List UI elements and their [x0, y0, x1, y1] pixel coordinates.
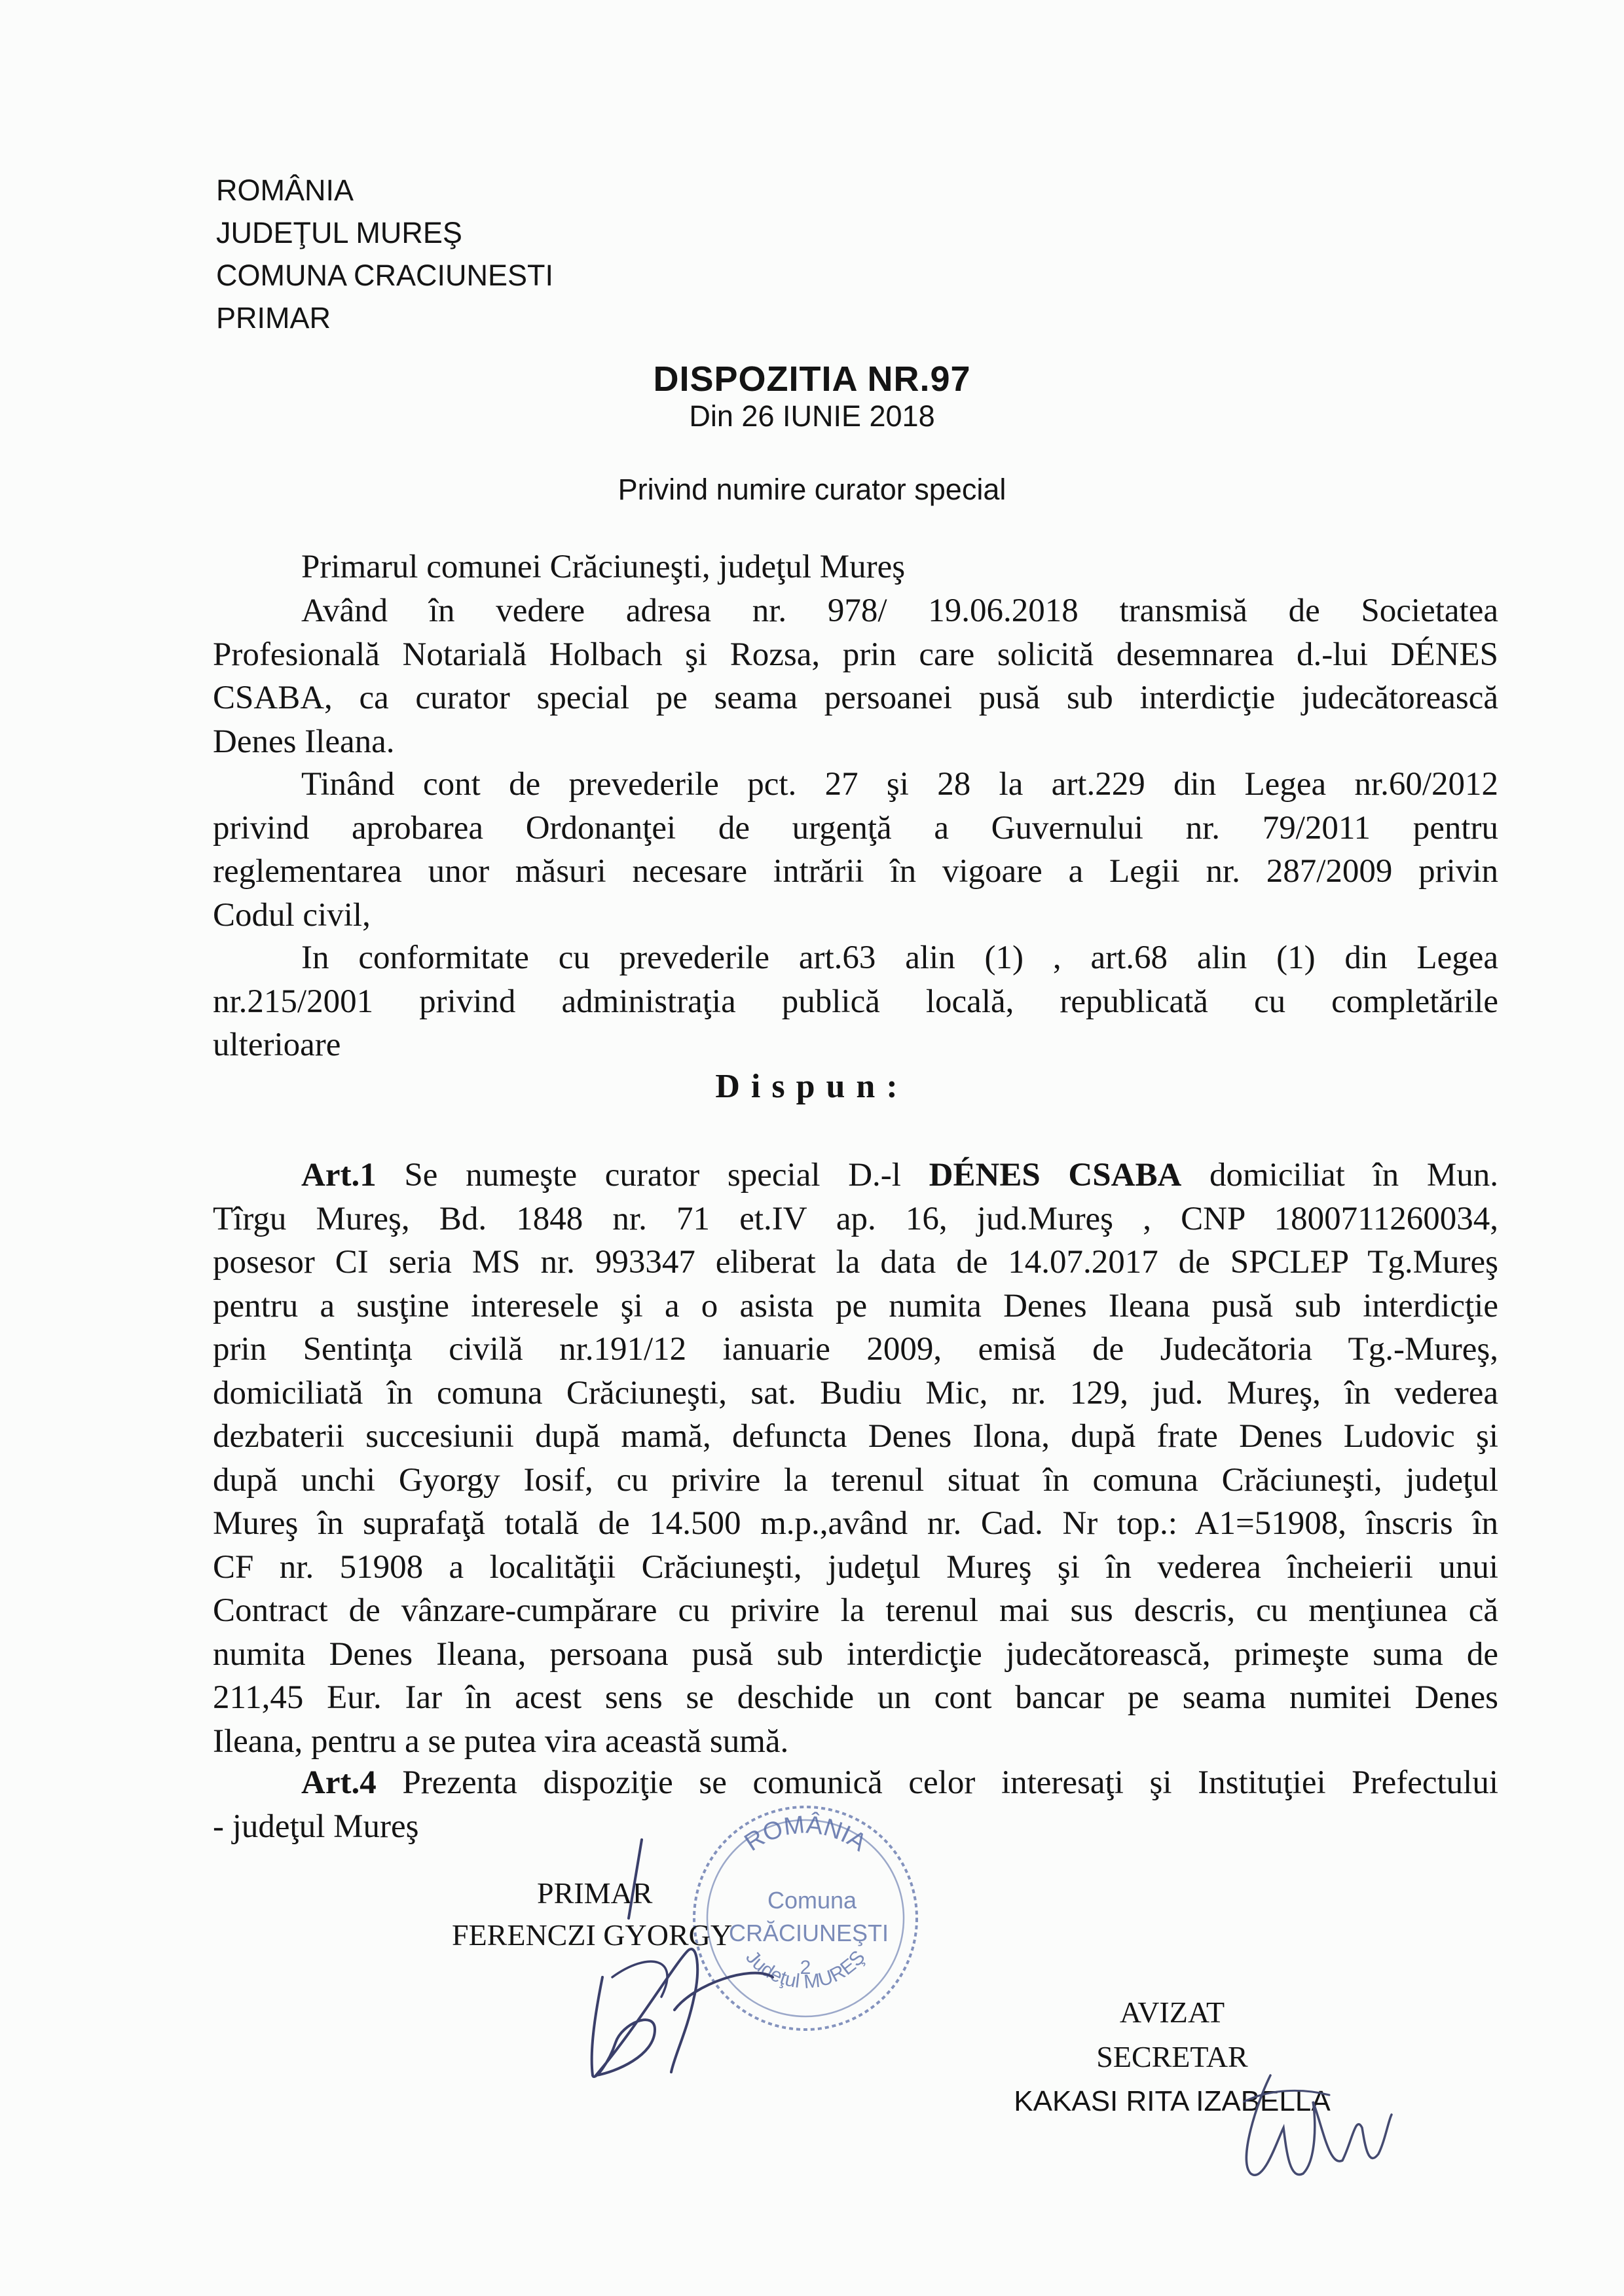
text-line: Codul civil,	[213, 896, 371, 934]
text-line: Mureş în suprafaţă totală de 14.500 m.p.,având nr. Cad. Nr top.: A1=51908, înscris în	[213, 1505, 1498, 1542]
text-segment: Se numeşte curator special D.-l	[376, 1157, 929, 1194]
stamp-bottom-text: Judeţul MUREŞ	[741, 1946, 870, 1994]
stamp-top-text: ROMÂNIA	[739, 1811, 872, 1857]
article-1	[213, 1154, 1498, 1763]
text-segment: Prezenta dispoziţie se comunică celor interesaţi şi Instituţiei Prefectului	[376, 1764, 1498, 1801]
secretary-title: SECRETAR	[1096, 2040, 1248, 2073]
text-line: numita Denes Ileana, persoana pusă sub interdicţie judecătorească, primeşte suma de	[213, 1635, 1498, 1673]
text-line: reglementarea unor măsuri necesare intrării în vigoare a Legii nr. 287/2009 privin	[213, 853, 1498, 890]
text-line: după unchi Gyorgy Iosif, cu privire la terenul situat în comuna Crăciuneşti, judeţul	[213, 1461, 1498, 1499]
text-line: CF nr. 51908 a localităţii Crăciuneşti, judeţul Mureş şi în vederea încheierii unui	[213, 1548, 1498, 1586]
secretary-name: KAKASI RITA IZABELLA	[1014, 2085, 1331, 2117]
text-line: nr.215/2001 privind administraţia publică locală, republicată cu completările	[213, 983, 1498, 1020]
text-line: Având în vedere adresa nr. 978/ 19.06.2018 transmisă de Societatea	[301, 592, 1498, 629]
text-segment: domiciliat în Mun.	[1181, 1157, 1498, 1194]
text-line: Tîrgu Mureş, Bd. 1848 nr. 71 et.IV ap. 16, jud.Mureş , CNP 1800711260034,	[213, 1200, 1498, 1237]
mayor-name: FERENCZI GYORGY	[452, 1918, 733, 1952]
text-line: Denes Ileana.	[213, 723, 395, 760]
endorsement-label: AVIZAT	[1119, 1995, 1225, 2029]
text-line: privind aprobarea Ordonanţei de urgenţă a Guvernului nr. 79/2011 pentru	[213, 809, 1498, 847]
text-line: Tinând cont de prevederile pct. 27 şi 28 la art.229 din Legea nr.60/2012	[301, 766, 1498, 803]
text-line: prin Sentinţa civilă nr.191/12 ianuarie 2009, emisă de Judecătoria Tg.-Mureş,	[213, 1331, 1498, 1368]
secretary-signature	[1231, 2062, 1401, 2193]
text-line: 211,45 Eur. Iar în acest sens se deschide un cont bancar pe seama numitei Denes	[213, 1679, 1498, 1716]
text-line: Contract de vânzare-cumpărare cu privire la terenul mai sus descris, cu menţiunea că	[213, 1592, 1498, 1629]
text-line: In conformitate cu prevederile art.63 alin (1) , art.68 alin (1) din Legea	[301, 939, 1498, 976]
stamp-commune-label: Comuna	[767, 1887, 857, 1914]
preamble-legal-basis	[213, 763, 1498, 937]
document-subject: Privind numire curator special	[618, 473, 1006, 506]
text-line: domiciliată în comuna Crăciuneşti, sat. Budiu Mic, nr. 129, jud. Mureş, în vederea	[213, 1374, 1498, 1412]
text-line: ulterioare	[213, 1027, 341, 1063]
text-line	[213, 1154, 1498, 1197]
text-line: CSABA, ca curator special pe seama persoanei pusă sub interdicţie judecătorească	[213, 680, 1498, 716]
stamp-commune-name: CRĂCIUNEŞTI	[728, 1920, 889, 1946]
text-line: - judeţul Mureş	[213, 1808, 419, 1845]
preamble-conformity	[213, 936, 1498, 1067]
document-date: Din 26 IUNIE 2018	[689, 399, 935, 433]
text-line: posesor CI seria MS nr. 993347 eliberat la data de 14.07.2017 de SPCLEP Tg.Mureş	[213, 1244, 1498, 1281]
text-line: dezbaterii succesiunii după mamă, defuncta Denes Ilona, după frate Denes Ludovic şi	[213, 1418, 1498, 1455]
text-line: pentru a susţine interesele şi a o asista pe numita Denes Ileana pusă sub interdicţie	[213, 1287, 1498, 1324]
stamp-number: 2	[800, 1957, 811, 1978]
letterhead	[216, 169, 553, 339]
curator-name: DÉNES CSABA	[929, 1157, 1182, 1194]
article-4-label: Art.4	[301, 1764, 377, 1801]
letterhead-office: PRIMAR	[216, 301, 331, 335]
preamble-considering-address	[213, 589, 1498, 763]
dispun-heading: Dispun:	[715, 1068, 909, 1105]
letterhead-commune: COMUNA CRACIUNESTI	[216, 259, 554, 292]
mayor-title: PRIMAR	[537, 1876, 653, 1910]
article-1-label: Art.1	[301, 1157, 377, 1194]
letterhead-country: ROMÂNIA	[216, 173, 354, 207]
letterhead-county: JUDEŢUL MUREŞ	[216, 216, 462, 249]
document-title: DISPOZITIA NR.97	[653, 359, 971, 399]
text-line: Ileana, pentru a se putea vira această sumă.	[213, 1722, 789, 1760]
mayor-signature	[557, 1813, 832, 2088]
preamble-issuer-text: Primarul comunei Crăciuneşti, judeţul Mureş	[301, 549, 906, 585]
preamble-issuer	[213, 545, 1498, 589]
text-line: Profesională Notarială Holbach şi Rozsa, prin care solicită desemnarea d.-lui DÉNES	[213, 636, 1498, 673]
